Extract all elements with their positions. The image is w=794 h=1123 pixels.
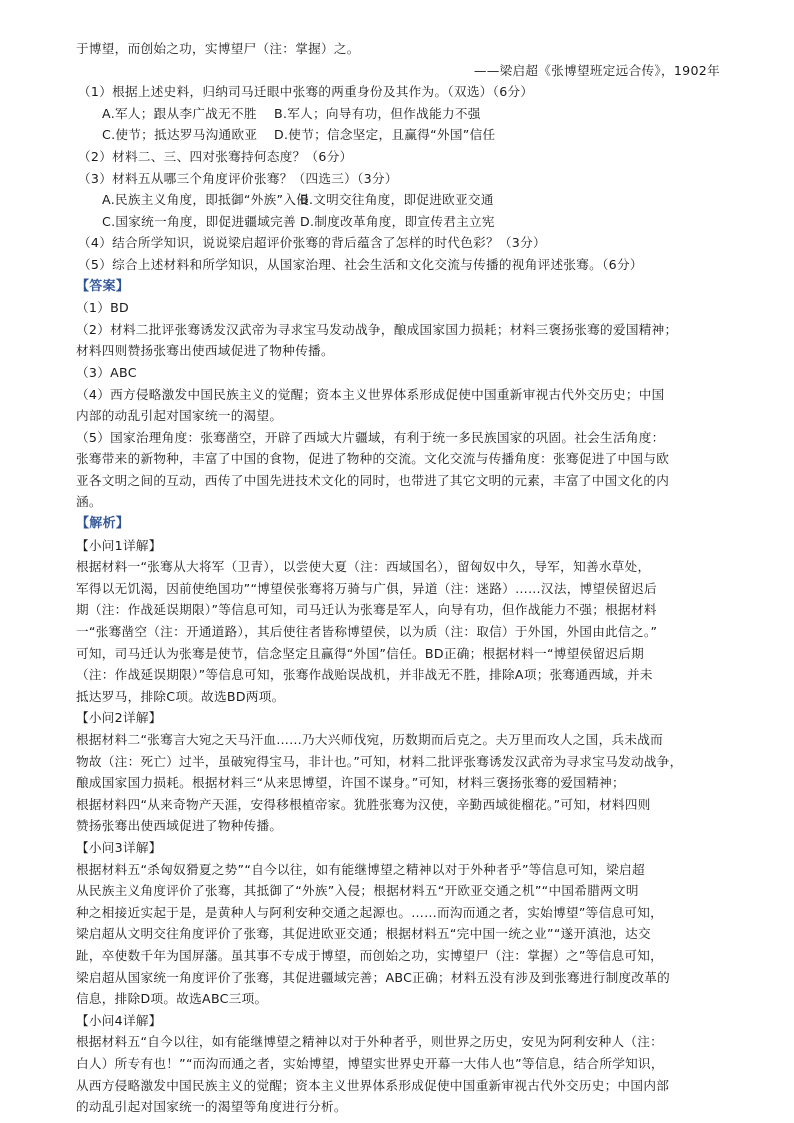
option-b: B.军人；向导有功，但作战能力不强 xyxy=(274,105,481,121)
question-3-options-ab xyxy=(76,189,720,211)
option-b: B.文明交往角度，即促进欧亚交通 xyxy=(300,192,494,208)
option-a: A.军人；跟从李广战无不胜 xyxy=(102,105,257,121)
answer-header: 【答案】 xyxy=(76,278,130,294)
option-d: D.制度改革角度，即宣传君主立宪 xyxy=(300,213,495,229)
answer-line: 亚各文明之间的互动，西传了中国先进技术文化的同时，也带进了其它文明的元素，丰富了中国文化的内 xyxy=(76,472,670,488)
question-4: （4）结合所学知识，说说梁启超评价张骞的背后蕴含了怎样的时代色彩？（3分） xyxy=(78,235,546,251)
analysis-line: 根据材料二“张骞言大宛之天马汗血……乃大兴师伐宛，历数期而后克之。夫万里而攻人之国，兵未战而 xyxy=(76,732,664,747)
top-line: 于博望，而创始之功，实博望尸（注：掌握）之。 xyxy=(76,41,360,56)
question-3: （3）材料五从哪三个角度评价张骞？（四选三）（3分） xyxy=(78,170,398,186)
question-2: （2）材料二、三、四对张骞持何态度？（6分） xyxy=(78,148,353,164)
analysis-line: 根据材料四“从来奇物产天涯，安得移根植帝家。犹胜张骞为汉使，辛勤西域徙榴花。”可知，材料四则 xyxy=(76,796,651,812)
question-list xyxy=(76,81,720,275)
analysis-line: 梁启超从文明交往角度评价了张骞，其促进欧亚交通；根据材料五“完中国一统之业”“遂开滇池，达交 xyxy=(76,926,651,942)
question-3-options-cd xyxy=(76,211,720,233)
analysis-section-3 xyxy=(76,837,720,1010)
analysis-line: 物故（注：死亡）过半，虽破宛得宝马，非计也。”可知，材料二批评张骞诱发汉武帝为寻求宝马发动战争， xyxy=(76,753,683,769)
option-d: D.使节；信念坚定，且赢得“外国”信任 xyxy=(274,127,496,143)
answer-line: （4）西方侵略激发中国民族主义的觉醒；资本主义世界体系形成促使中国重新审视古代外交历史；中国 xyxy=(76,386,665,402)
analysis-subheading: 【小问2详解】 xyxy=(76,710,162,726)
option-c: C.使节；抵达罗马沟通欧亚 xyxy=(102,127,258,143)
analysis-section-2 xyxy=(76,707,720,837)
answer-line: 张骞带来的新物种，丰富了中国的食物，促进了物种的交流。文化交流与传播角度：张骞促进了中国与欧 xyxy=(76,451,670,467)
answer-line: （3）ABC xyxy=(76,364,137,380)
analysis-line: 种之相接近实起于是，是黄种人与阿利安种交通之起源也。……而沟而通之者，实始博望”等信息可知， xyxy=(76,904,664,920)
analysis-line: 抵达罗马，排除C项。故选BD两项。 xyxy=(76,688,285,704)
analysis-line: 趾，卒使数千年为国屏藩。虽其事不专成于博望，而创始之功，实博望尸（注：掌握）之”等信息可知， xyxy=(76,947,664,963)
analysis-subheading: 【小问1详解】 xyxy=(76,537,162,553)
analysis-line: 从民族主义角度评价了张骞，其抵御了“外族”入侵；根据材料五“开欧亚交通之机”“中国希腊两文明 xyxy=(76,883,639,899)
answer-line: （1）BD xyxy=(76,300,130,316)
analysis-section-4 xyxy=(76,1010,720,1118)
question-1-options-cd xyxy=(76,124,720,146)
question-5: （5）综合上述材料和所学知识，从国家治理、社会生活和文化交流与传播的视角评述张骞。（6分） xyxy=(78,256,643,272)
analysis-line: 的动乱引起对国家统一的渴望等角度进行分析。 xyxy=(76,1099,347,1115)
analysis-line: （注：作战延误期限）”等信息可知，张骞作战贻误战机，并非战无不胜，排除A项；张骞通西域，并未 xyxy=(76,667,653,683)
analysis-line: 信息，排除D项。故选ABC三项。 xyxy=(76,991,268,1007)
analysis-section-1 xyxy=(76,535,720,708)
analysis-line: 酿成国家国力损耗。根据材料三“从来思博望，许国不谋身。”可知，材料三褒扬张骞的爱国精神； xyxy=(76,775,625,791)
analysis-line: 期（注：作战延误期限）”等信息可知，司马迁认为张骞是军人，向导有功，但作战能力不强；根据材料 xyxy=(76,602,657,618)
analysis-line: 根据材料五“自今以往，如有能继博望之精神以对于外种者乎，则世界之历史，安见为阿利安种人（注： xyxy=(76,1034,664,1050)
answer-line: （5）国家治理角度：张骞凿空，开辟了西域大片疆域，有利于统一多民族国家的巩固。社会生活角度： xyxy=(76,429,665,445)
analysis-line: 梁启超从国家统一角度评价了张骞，其促进疆域完善；ABC正确；材料五没有涉及到张骞进行制度改革的 xyxy=(76,969,671,985)
answer-list xyxy=(76,297,720,513)
analysis-line: 一“张骞凿空（注：开通道路），其后使往者皆称博望侯，以为质（注：取信）于外国，外国由此信之。” xyxy=(76,624,658,640)
question-1-options-ab xyxy=(76,103,720,125)
question-1: （1）根据上述史料，归纳司马迁眼中张骞的两重身份及其作为。（双选）（6分） xyxy=(78,84,534,100)
analysis-line: 根据材料一“张骞从大将军（卫青），以尝使大夏（注：西域国名），留匈奴中久，导军，知善水草处， xyxy=(76,559,651,575)
option-c: C.国家统一角度，即促进疆域完善 xyxy=(102,213,296,229)
analysis-line: 从西方侵略激发中国民族主义的觉醒；资本主义世界体系形成促使中国重新审视古代外交历史；中国内部 xyxy=(76,1077,670,1093)
option-a: A.民族主义角度，即抵御“外族”入侵 xyxy=(102,192,310,208)
source-citation: ——梁启超《张博望班定远合传》，1902年 xyxy=(473,62,720,78)
analysis-subheading: 【小问4详解】 xyxy=(76,1012,162,1028)
answer-line: 内部的动乱引起对国家统一的渴望。 xyxy=(76,408,283,424)
analysis-line: 根据材料五“杀匈奴猾夏之势”“自今以往，如有能继博望之精神以对于外种者乎”等信息可知，梁启超 xyxy=(76,861,645,877)
analysis-line: 白人）所专有也！”“而沟而通之者，实始博望，博望实世界史开幕一大伟人也”等信息，结合所学知识， xyxy=(76,1055,664,1071)
analysis-line: 赞扬张骞出使西域促进了物种传播。 xyxy=(76,818,283,834)
analysis-line: 军得以无饥渴，因前使绝国功”“博望侯张骞将万骑与广俱，异道（注：迷路）……汉法，博望侯留迟后 xyxy=(76,580,657,596)
analysis-subheading: 【小问3详解】 xyxy=(76,839,162,855)
analysis-header: 【解析】 xyxy=(76,516,130,532)
document-page xyxy=(76,38,720,1118)
answer-line: （2）材料二批评张骞诱发汉武帝为寻求宝马发动战争，酿成国家国力损耗；材料三褒扬张骞的爱国精神； xyxy=(76,321,678,337)
answer-line: 涵。 xyxy=(76,494,102,510)
analysis-line: 可知，司马迁认为张骞是使节，信念坚定且赢得“外国”信任。BD正确；根据材料一“博望侯留迟后期 xyxy=(76,645,645,661)
answer-line: 材料四则赞扬张骞出使西域促进了物种传播。 xyxy=(76,343,334,359)
